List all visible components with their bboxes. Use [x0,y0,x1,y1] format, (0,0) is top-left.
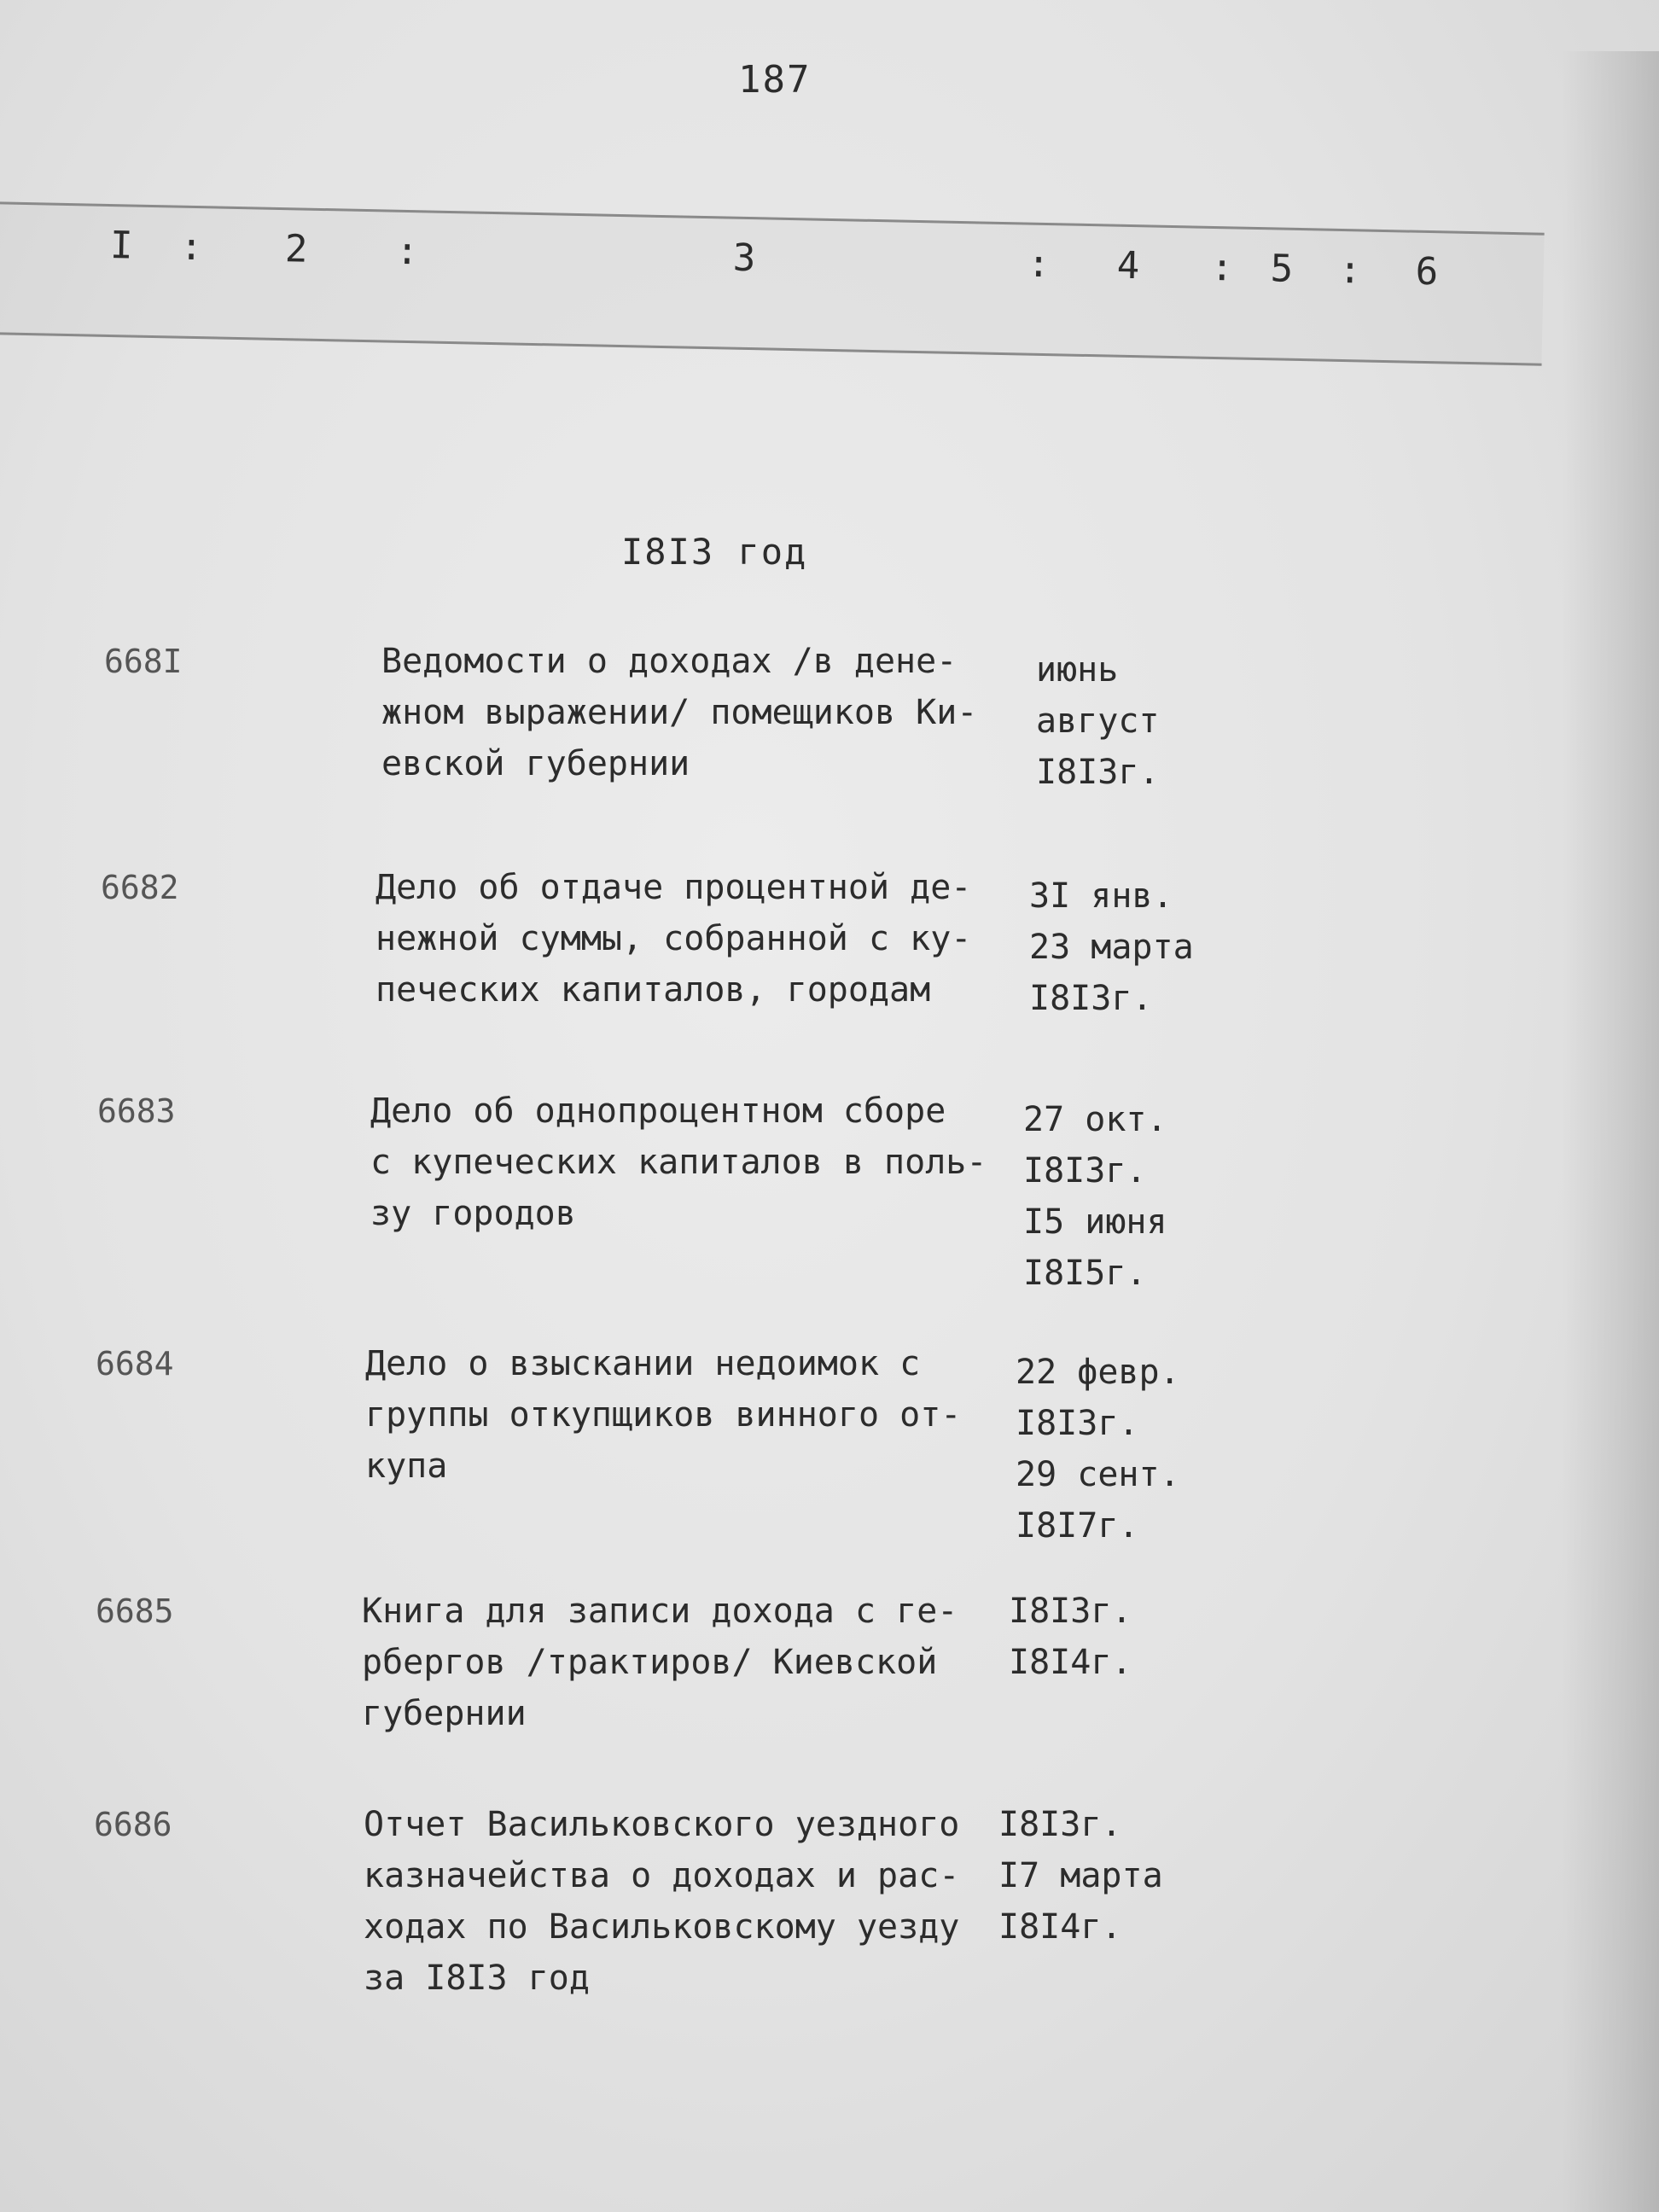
entry-dates: 3I янв. 23 марта I8I3г. [1029,876,1194,1018]
entry-number: 6682 [101,869,179,906]
column-separator: : [1027,242,1051,287]
entry-number: 668I [104,643,183,680]
column-header-band [0,201,1545,366]
year-heading: I8I3 год [621,531,808,573]
entry-number: 6684 [96,1345,174,1382]
column-separator: : [1210,245,1234,290]
entry-number: 6686 [94,1806,172,1843]
entry-description: Отчет Васильковского уездного казначейства о доходах и рас- ходах по Васильковскому уезду за I8I3 год [364,1805,960,1998]
column-separator: : [395,229,419,274]
entry-description: Дело об отдаче процентной де- нежной суммы, собранной с ку- печеских капиталов, городам [375,868,972,1010]
entry-description: Книга для записи дохода с ге- рбергов /трактиров/ Киевской губернии [362,1592,958,1733]
entry-number: 6685 [96,1592,174,1630]
entry-dates: I8I3г. I8I4г. [1009,1592,1132,1682]
entry-description: Дело о взыскании недоимок с группы откупщиков винного от- купа [365,1344,962,1486]
entry-dates: 22 февр. I8I3г. 29 сент. I8I7г. [1016,1353,1180,1545]
column-2-header: 2 [284,227,308,271]
entry-description: Ведомости о доходах /в дене- жном выражении/ помещиков Ки- евской губернии [381,642,978,783]
entry-description: Дело об однопроцентном сборе с купеческих капиталов в поль- зу городов [370,1091,987,1233]
entry-dates: I8I3г. I7 марта I8I4г. [998,1805,1163,1947]
entry-dates: июнь август I8I3г. [1036,650,1160,792]
column-separator: : [1338,247,1362,293]
column-1-header: I [109,224,134,268]
column-4-header: 4 [1116,243,1140,288]
entry-dates: 27 окт. I8I3г. I5 июня I8I5г. [1023,1100,1167,1293]
column-separator: : [179,224,203,270]
column-6-header: 6 [1415,249,1439,294]
column-5-header: 5 [1270,247,1294,291]
entry-number: 6683 [97,1092,176,1130]
page-edge-shadow [1562,51,1659,2212]
page-number: 187 [738,58,812,102]
column-3-header: 3 [732,236,756,281]
